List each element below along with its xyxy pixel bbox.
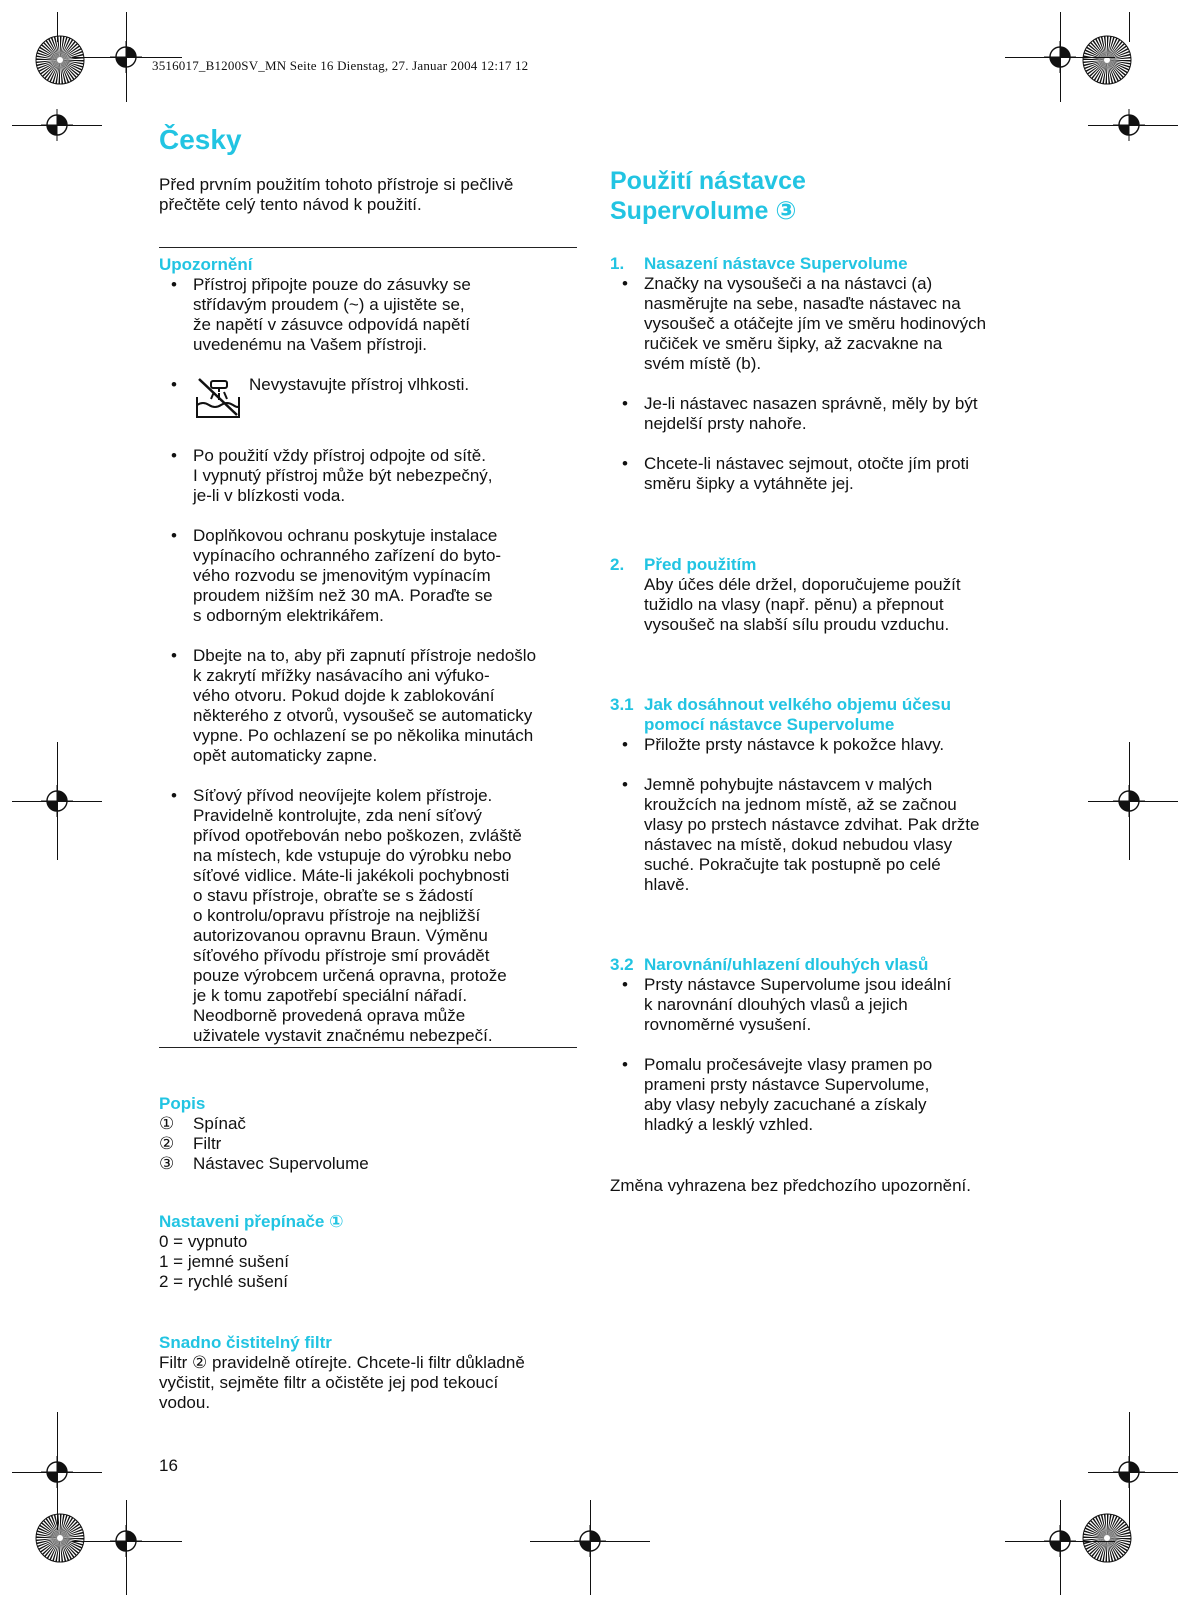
description-heading: Popis [159,1094,206,1113]
bullet-line: k narovnání dlouhých vlasů a jejich [644,995,908,1014]
bullet-item [610,394,1040,434]
bullet-line: hladký a lesklý vzhled. [644,1115,814,1134]
switch-setting-line: 1 = jemné sušení [159,1252,289,1271]
section-heading-text: Jak dosáhnout velkého objemu účesu [644,695,952,714]
switch-settings-heading: Nastaveni přepínače ① [159,1212,344,1231]
crop-line [12,1472,102,1473]
bullet-item [159,375,579,426]
bullet-line: • Síťový přívod neovíjejte kolem přístroje. [193,786,493,805]
bullet-line: prameni prsty nástavce Supervolume, [644,1075,930,1094]
bullet-line: • Jemně pohybujte nástavcem v malých [644,775,933,794]
bullet-line: střídavým proudem (~) a ujistěte se, [193,295,465,314]
bullet-item [159,526,579,626]
bullet-line: proudem nižším než 30 mA. Poraďte se [193,586,493,605]
description-label: Filtr [193,1134,222,1153]
description-item [159,1154,579,1174]
bullet-line: ručiček ve směru šipky, až zacvakne na [644,334,943,353]
bullet-line: vlasy po prstech nástavce zdvihat. Pak držte [644,815,980,834]
bullet-item [159,646,579,766]
bullet-line: hlavě. [644,875,690,894]
bullet-line: kroužcích na jednom místě, až se začnou [644,795,957,814]
bullet-line: vypínacího ochranného zařízení do byto- [193,546,502,565]
section-number: 1. [610,254,625,273]
warning-list [159,275,579,1046]
bullet-line: • Chcete-li nástavec sejmout, otočte jím proti [644,454,970,473]
bullet-line: vysoušeč a otáčejte jím ve směru hodinových [644,314,987,333]
description-marker: ③ [159,1154,175,1173]
bullet-line: • Po použití vždy přístroj odpojte od sítě. [193,446,486,465]
section-number: 3.1 [610,695,634,714]
page-title: Česky [159,124,242,155]
filter-line: vodou. [159,1393,211,1412]
description-label: Nástavec Supervolume [193,1154,369,1173]
registration-mark-icon [41,109,73,146]
bullet-line: • Přístroj připojte pouze do zásuvky se [193,275,471,294]
section-heading-text: pomocí nástavce Supervolume [644,715,895,734]
crop-line [12,801,102,802]
bullet-line: je-li v blízkosti voda. [193,486,346,505]
section-2-line: tužidlo na vlasy (např. pěnu) a přepnout [644,595,944,614]
page-number: 16 [159,1456,178,1475]
switch-setting-line: 0 = vypnuto [159,1232,248,1251]
section-2 [610,555,1040,635]
footer-note: Změna vyhrazena bez předchozího upozornění. [610,1176,972,1195]
crop-line [1060,1500,1061,1595]
section-1-list [610,274,1040,494]
bullet-item [610,1055,1040,1135]
filter-section [159,1333,579,1413]
starburst-mark-icon [1082,35,1132,90]
section-3-2-list [610,975,1040,1135]
divider [159,247,577,248]
filter-line: Filtr ② pravidelně otírejte. Chcete-li filtr důkladně [159,1353,525,1372]
section-heading-text: Narovnání/uhlazení dlouhých vlasů [644,955,929,974]
section-3-1 [610,695,1040,895]
bullet-line: síťového přívodu přístroje smí provádět [193,946,490,965]
crop-line [12,125,102,126]
crop-line [1088,125,1178,126]
section-3-1-list [610,735,1040,895]
section-title [610,166,806,226]
bullet-item [610,735,1040,755]
bullet-line: • Přiložte prsty nástavce k pokožce hlavy. [644,735,945,754]
crop-line [57,1412,58,1530]
bullet-line: Neodborně provedená oprava může [193,1006,466,1025]
section-1 [610,254,1040,494]
section-3-1-heading [610,695,1040,735]
bullet-line: nástavec na místě, dokud nebudou vlasy [644,835,953,854]
bullet-line: • Nevystavujte přístroj vlhkosti. [249,375,470,394]
crop-line [1088,801,1178,802]
bullet-item [159,446,579,506]
section-2-text [610,575,1040,635]
bullet-item [610,975,1040,1035]
switch-setting-line: 2 = rychlé sušení [159,1272,288,1291]
section-2-heading [610,555,1040,575]
no-water-exposure-icon [193,375,241,426]
crop-line [1005,1541,1115,1542]
crop-line [1005,57,1115,58]
section-title-line: Supervolume ③ [610,197,797,225]
bullet-line: pouze výrobcem určená opravna, protože [193,966,507,985]
bullet-line: na místech, kde vstupuje do výrobku nebo [193,846,512,865]
crop-line [590,1500,591,1595]
bullet-line: vypne. Po ochlazení se po několika minutách [193,726,534,745]
bullet-line: vého otvoru. Pokud dojde k zablokování [193,686,495,705]
bullet-line: směru šipky a vytáhněte jej. [644,474,854,493]
bullet-line: o stavu přístroje, obraťte se s žádostí [193,886,474,905]
bullet-line: o kontrolu/opravu přístroje na nejbližší [193,906,481,925]
bullet-item [610,775,1040,895]
bullet-line: síťové vidlice. Máte-li jakékoli pochybnosti [193,866,510,885]
bullet-line: vého rozvodu se jmenovitým vypínacím [193,566,491,585]
bullet-line: některého z otvorů, vysoušeč se automaticky [193,706,533,725]
bullet-line: • Značky na vysoušeči a na nástavci (a) [644,274,933,293]
section-2-line: Aby účes déle držel, doporučujeme použít [644,575,961,594]
crop-line [1088,1472,1178,1473]
starburst-mark-icon [35,35,85,90]
bullet-line: nejdelší prsty nahoře. [644,414,807,433]
bullet-line: • Dbejte na to, aby při zapnutí přístroje nedošlo [193,646,537,665]
section-2-line: vysoušeč na slabší sílu proudu vzduchu. [644,615,950,634]
bullet-line: uvedenému na Vašem přístroji. [193,335,428,354]
filter-line: vyčistit, sejměte filtr a očistěte jej pod tekoucí [159,1373,499,1392]
section-3-2-heading [610,955,1040,975]
registration-mark-icon [1113,109,1145,146]
intro-paragraph [159,175,579,215]
section-title-line: Použití nástavce [610,167,806,195]
bullet-line: • Prsty nástavce Supervolume jsou ideální [644,975,952,994]
section-number: 2. [610,555,625,574]
section-number: 3.2 [610,955,634,974]
switch-settings-section [159,1212,579,1292]
description-marker: ① [159,1114,175,1133]
intro-line: Před prvním použitím tohoto přístroje si pečlivě [159,175,514,194]
bullet-line: • Je-li nástavec nasazen správně, měly by být [644,394,978,413]
bullet-line: s odborným elektrikářem. [193,606,384,625]
crop-line [57,12,58,42]
section-3-2 [610,955,1040,1135]
bullet-item [159,786,579,1046]
bullet-item [610,274,1040,374]
bullet-line: je k tomu zapotřebí speciální nářadí. [193,986,468,1005]
crop-line [1129,1412,1130,1530]
bullet-line: Pravidelně kontrolujte, zda není síťový [193,806,482,825]
bullet-line: I vypnutý přístroj může být nebezpečný, [193,466,493,485]
divider [159,1047,577,1048]
description-section [159,1094,579,1174]
bullet-line: rovnoměrné vysušení. [644,1015,812,1034]
description-list [159,1114,579,1174]
crop-line [126,1500,127,1595]
crop-line [72,1541,182,1542]
warning-section [159,255,579,1046]
warning-heading: Upozornění [159,255,253,274]
print-info-line: 3516017_B1200SV_MN Seite 16 Dienstag, 27. Januar 2004 12:17 12 [152,58,529,73]
bullet-line: • Pomalu pročesávejte vlasy pramen po [644,1055,933,1074]
description-marker: ② [159,1134,175,1153]
bullet-line: přívod opotřebován nebo poškozen, zvláště [193,826,522,845]
section-heading-text: Nasazení nástavce Supervolume [644,254,908,273]
bullet-line: že napětí v zásuvce odpovídá napětí [193,315,470,334]
description-label: Spínač [193,1114,246,1133]
bullet-line: nasměrujte na sebe, nasaďte nástavec na [644,294,961,313]
filter-heading: Snadno čistitelný filtr [159,1333,332,1352]
bullet-line: uživatele vystavit značnému nebezpečí. [193,1026,493,1045]
bullet-line: autorizovanou opravnu Braun. Výměnu [193,926,488,945]
crop-line [1129,12,1130,42]
bullet-item [159,275,579,355]
intro-line: přečtěte celý tento návod k použití. [159,195,422,214]
description-item [159,1114,579,1134]
bullet-line: svém místě (b). [644,354,762,373]
bullet-item [610,454,1040,494]
description-item [159,1134,579,1154]
bullet-line: k zakrytí mřížky nasávacího ani výfuko- [193,666,490,685]
section-1-heading [610,254,1040,274]
section-heading-text: Před použitím [644,555,757,574]
bullet-line: • Doplňkovou ochranu poskytuje instalace [193,526,498,545]
crop-line [530,1541,650,1542]
bullet-line: opět automaticky zapne. [193,746,378,765]
bullet-line: suché. Pokračujte tak postupně po celé [644,855,941,874]
bullet-line: aby vlasy nebyly zacuchané a získaly [644,1095,927,1114]
